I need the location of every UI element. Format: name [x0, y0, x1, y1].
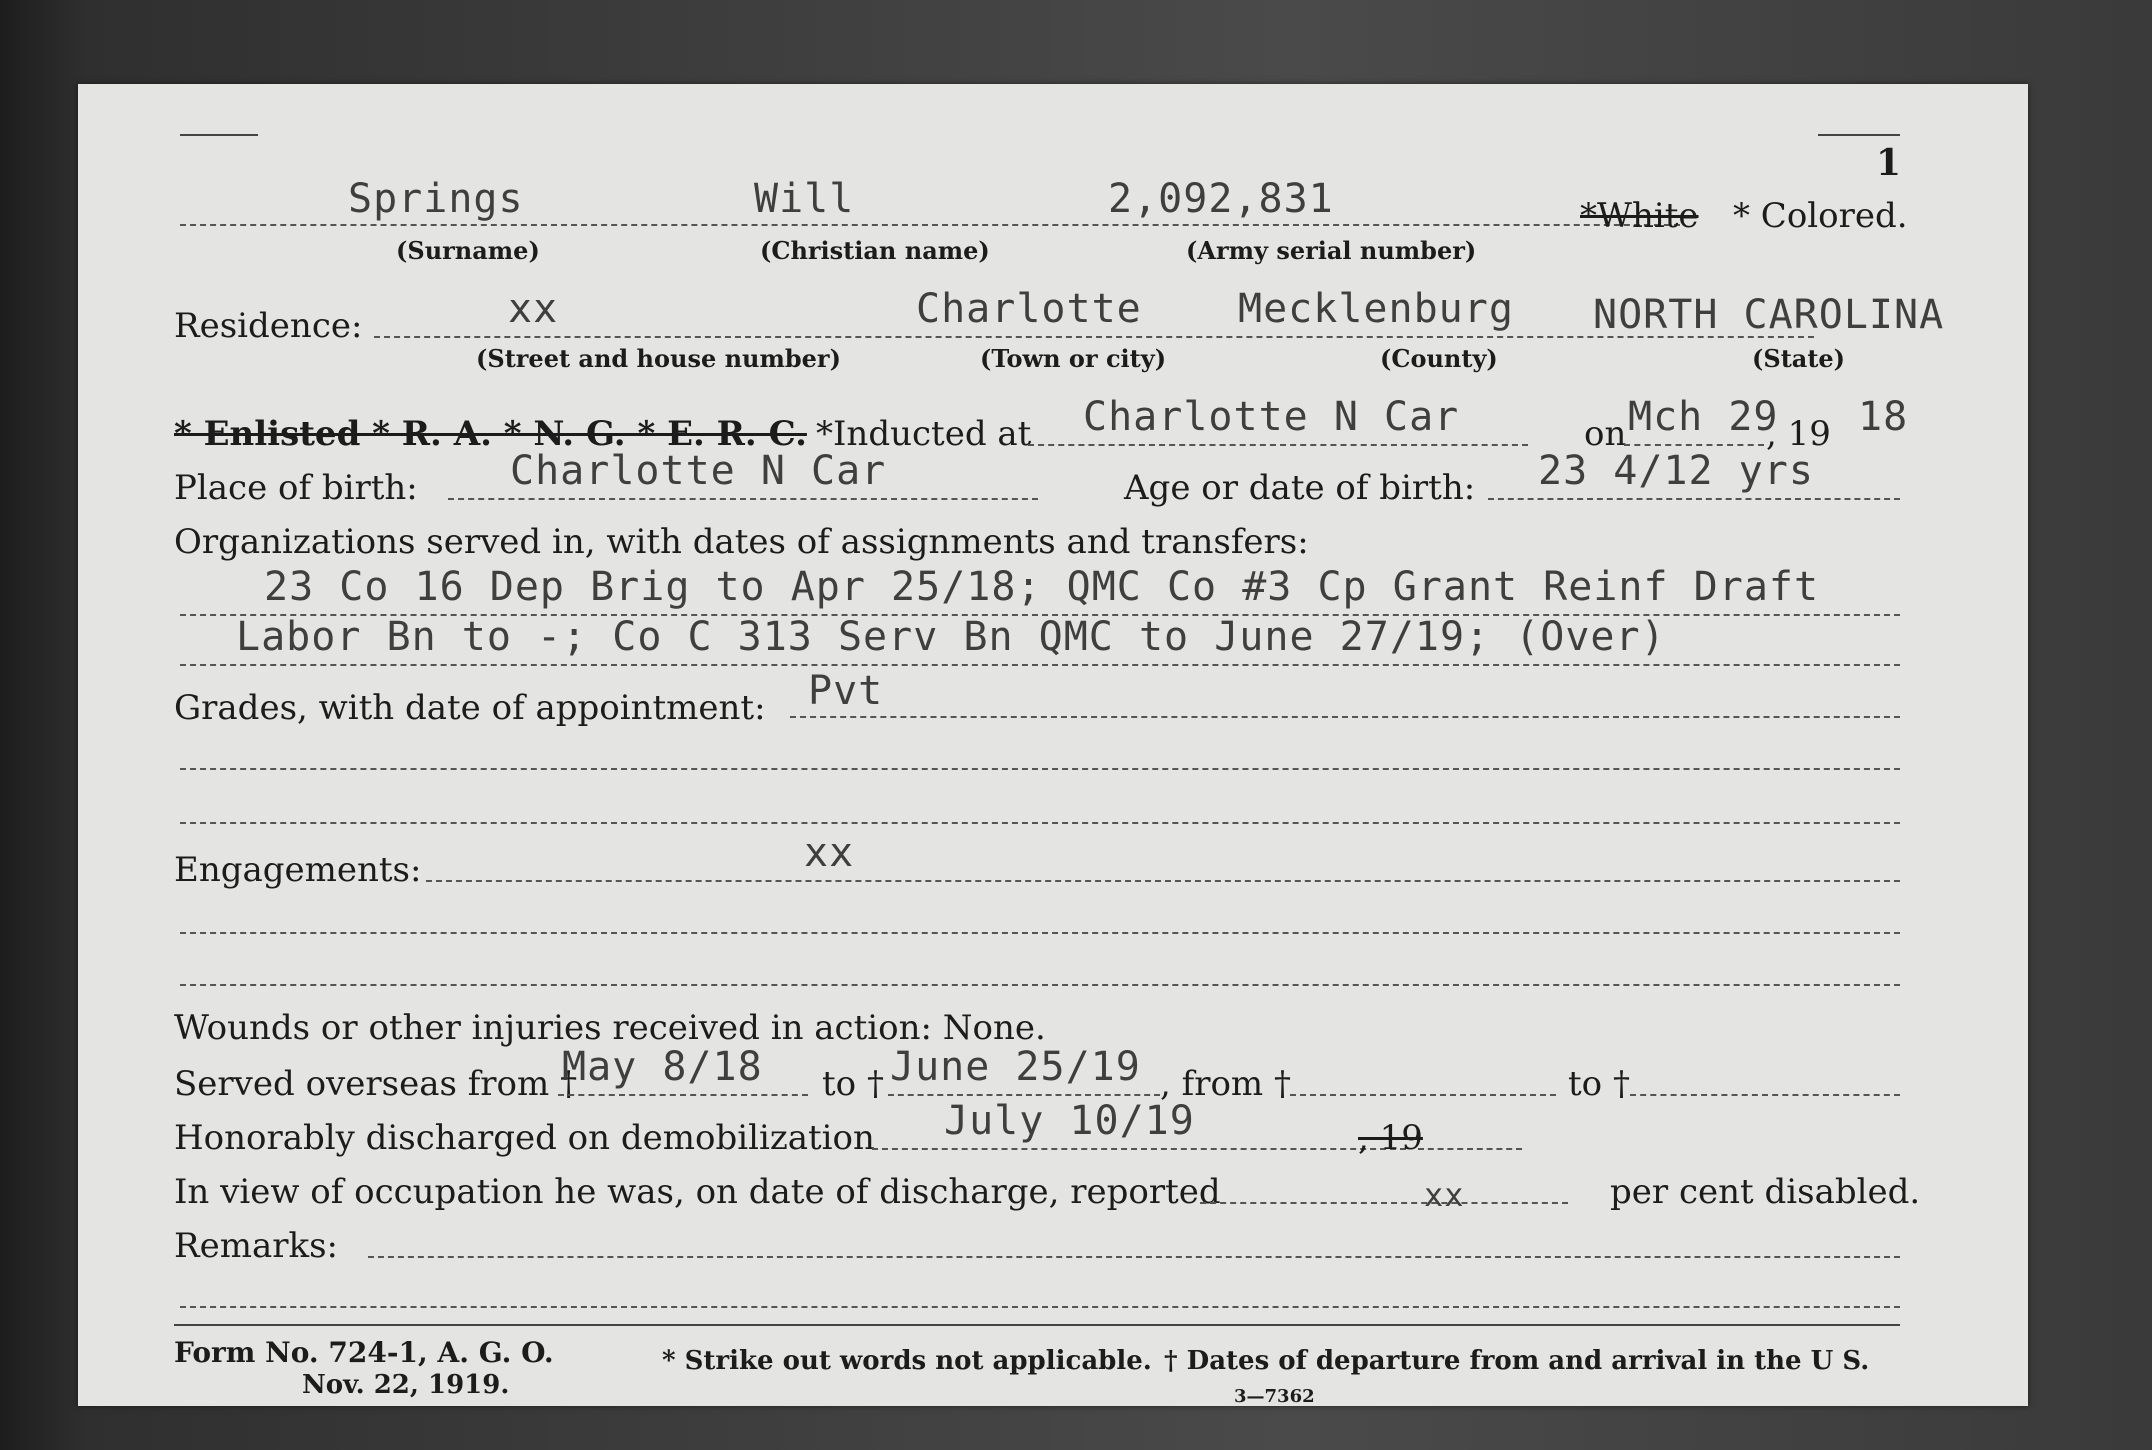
overseas-to-line	[888, 1094, 1160, 1096]
grades-label: Grades, with date of appointment:	[174, 688, 766, 728]
surname-value: Springs	[348, 176, 524, 222]
overseas-to-1: June 25/19	[890, 1044, 1141, 1090]
overseas-to-line-2	[1630, 1094, 1900, 1096]
christian-name-value: Will	[754, 176, 855, 222]
form-date: Nov. 22, 1919.	[302, 1370, 510, 1400]
engagements-label: Engagements:	[174, 850, 422, 890]
caption-county: (County)	[1380, 344, 1498, 373]
disability-label: In view of occupation he was, on date of discharge, reported	[174, 1172, 1221, 1212]
inducted-date-line	[1624, 444, 1764, 446]
print-code: 3—7362	[1234, 1386, 1315, 1407]
overseas-from-label-2: , from †	[1160, 1064, 1291, 1104]
place-of-birth-line	[448, 498, 1038, 500]
organizations-line-2	[180, 664, 1900, 666]
place-of-birth-label: Place of birth:	[174, 468, 418, 508]
engagements-extra-line-2	[180, 984, 1900, 986]
overseas-from-line-2	[1290, 1094, 1556, 1096]
organizations-label: Organizations served in, with dates of assignments and transfers:	[174, 522, 1309, 562]
grades-extra-line-2	[180, 822, 1900, 824]
footer-rule	[174, 1324, 1900, 1326]
caption-christian-name: (Christian name)	[760, 236, 990, 265]
caption-surname: (Surname)	[396, 236, 540, 265]
overseas-to-label-2: to †	[1568, 1064, 1630, 1104]
enlisted-struck: * Enlisted * R. A. * N. G. * E. R. C.	[174, 414, 807, 454]
remarks-label: Remarks:	[174, 1226, 338, 1266]
age-value: 23 4/12 yrs	[1538, 448, 1814, 494]
grades-value: Pvt	[808, 668, 884, 714]
residence-town: Charlotte	[916, 286, 1142, 332]
inducted-label: *Inducted at	[816, 414, 1032, 454]
caption-street: (Street and house number)	[476, 344, 841, 373]
caption-state: (State)	[1752, 344, 1846, 373]
overseas-label: Served overseas from †	[174, 1064, 578, 1104]
grades-extra-line-1	[180, 768, 1900, 770]
top-right-rule	[1818, 134, 1900, 136]
race-colored: * Colored.	[1733, 196, 1908, 236]
top-left-rule	[180, 134, 258, 136]
discharge-label: Honorably discharged on demobilization	[174, 1118, 875, 1158]
discharge-year-prefix: , 19	[1358, 1118, 1423, 1158]
organizations-line-2-text: Labor Bn to -; Co C 313 Serv Bn QMC to June 27/19; (Over)	[236, 614, 1666, 660]
caption-serial-number: (Army serial number)	[1186, 236, 1477, 265]
wounds-text: Wounds or other injuries received in action: None.	[174, 1008, 1046, 1048]
card-number: 1	[1876, 142, 1902, 184]
disability-suffix: per cent disabled.	[1610, 1172, 1921, 1212]
dates-note: † Dates of departure from and arrival in the U S.	[1164, 1346, 1870, 1376]
overseas-to-label: to †	[822, 1064, 884, 1104]
engagements-value: xx	[804, 830, 855, 876]
overseas-from-line	[558, 1094, 808, 1096]
inducted-on-label: on	[1584, 414, 1627, 454]
age-line	[1488, 498, 1900, 500]
residence-county: Mecklenburg	[1238, 286, 1514, 332]
disability-value: xx	[1424, 1176, 1465, 1214]
race-white-struck: *White	[1580, 196, 1699, 236]
form-number: Form No. 724-1, A. G. O.	[174, 1336, 554, 1369]
caption-town: (Town or city)	[980, 344, 1167, 373]
row1-line	[180, 224, 1680, 226]
inducted-place: Charlotte N Car	[1083, 394, 1460, 440]
overseas-from-1: May 8/18	[562, 1044, 763, 1090]
strike-note: * Strike out words not applicable.	[662, 1346, 1152, 1376]
inducted-line	[1028, 444, 1528, 446]
remarks-line-1	[368, 1256, 1900, 1258]
place-of-birth-value: Charlotte N Car	[510, 448, 887, 494]
residence-state: NORTH CAROLINA	[1593, 292, 1945, 338]
inducted-date: Mch 29	[1628, 394, 1779, 440]
inducted-year: 18	[1858, 394, 1909, 440]
engagements-line	[426, 880, 1900, 882]
grades-line	[790, 716, 1900, 718]
inducted-year-prefix: , 19	[1766, 414, 1831, 454]
remarks-line-2	[180, 1306, 1900, 1308]
serial-number-value: 2,092,831	[1108, 176, 1334, 222]
engagements-extra-line-1	[180, 932, 1900, 934]
discharge-date: July 10/19	[944, 1098, 1195, 1144]
age-label: Age or date of birth:	[1124, 468, 1476, 508]
service-record-card	[78, 84, 2028, 1406]
residence-label: Residence:	[174, 306, 363, 346]
residence-street: xx	[508, 286, 559, 332]
discharge-year-line	[1418, 1148, 1522, 1150]
discharge-line	[872, 1148, 1406, 1150]
organizations-line-1-text: 23 Co 16 Dep Brig to Apr 25/18; QMC Co #3 Cp Grant Reinf Draft	[264, 564, 1820, 610]
disability-line	[1200, 1202, 1568, 1204]
